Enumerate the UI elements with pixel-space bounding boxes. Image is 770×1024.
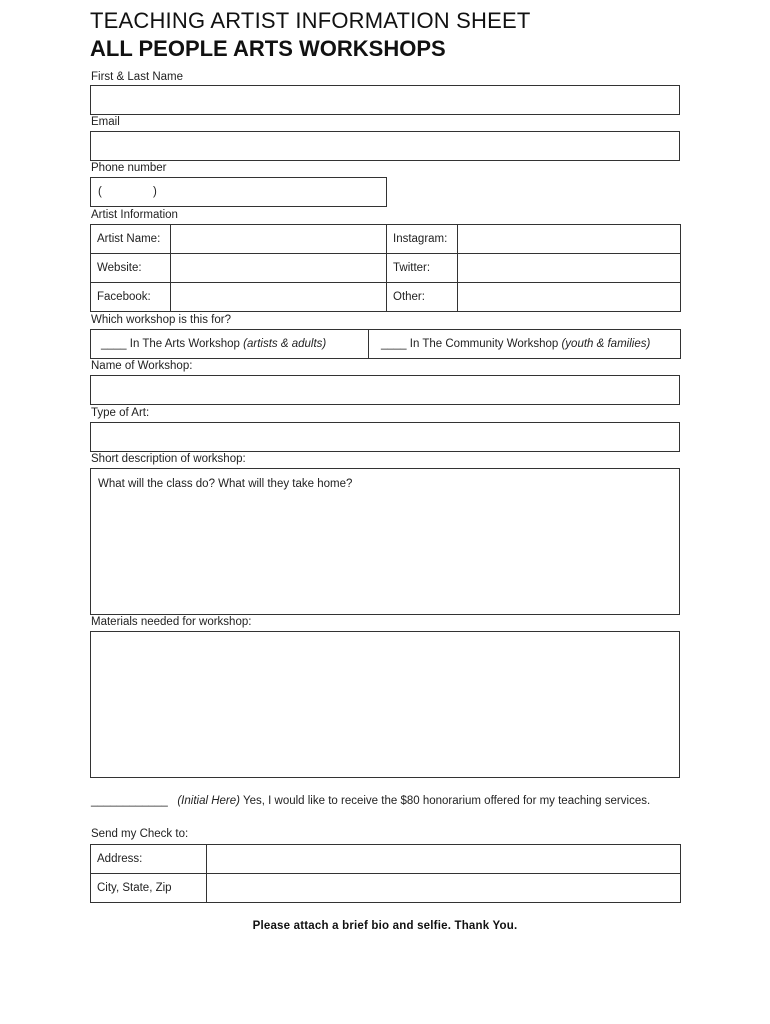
workshop-question: Which workshop is this for?: [91, 314, 231, 326]
email-label: Email: [91, 116, 120, 128]
instagram-label: Instagram:: [387, 225, 458, 254]
website-label: Website:: [91, 254, 171, 283]
footer-note: Please attach a brief bio and selfie. Thank You.: [252, 920, 518, 932]
facebook-label: Facebook:: [91, 283, 171, 312]
artist-name-label: Artist Name:: [91, 225, 171, 254]
materials-label: Materials needed for workshop:: [91, 616, 252, 628]
option-arts-text: ____ In The Arts Workshop: [101, 338, 244, 350]
option-community-note: (youth & families): [561, 338, 651, 350]
artist-name-field[interactable]: [171, 225, 387, 254]
phone-label: Phone number: [91, 162, 167, 174]
honorarium-line: [91, 795, 650, 807]
address-label: Address:: [91, 845, 207, 874]
website-field[interactable]: [171, 254, 387, 283]
mailing-address-table: [90, 844, 681, 903]
other-label: Other:: [387, 283, 458, 312]
phone-prefix: ( ): [98, 186, 157, 198]
phone-field[interactable]: [90, 177, 387, 207]
materials-field[interactable]: [90, 631, 680, 778]
workshop-options: [90, 329, 681, 359]
address-field[interactable]: [207, 845, 681, 874]
workshop-name-label: Name of Workshop:: [91, 360, 193, 372]
other-field[interactable]: [458, 283, 681, 312]
description-field[interactable]: [90, 468, 680, 615]
workshop-name-field[interactable]: [90, 375, 680, 405]
instagram-field[interactable]: [458, 225, 681, 254]
twitter-field[interactable]: [458, 254, 681, 283]
artist-info-label: Artist Information: [91, 209, 178, 221]
twitter-label: Twitter:: [387, 254, 458, 283]
artist-info-table: [90, 224, 681, 312]
page-title: TEACHING ARTIST INFORMATION SHEET: [90, 8, 531, 33]
initial-note: (Initial Here): [177, 795, 240, 807]
option-community-workshop[interactable]: [369, 330, 681, 359]
check-label: Send my Check to:: [91, 828, 189, 840]
city-state-zip-field[interactable]: [207, 874, 681, 903]
description-label: Short description of workshop:: [91, 453, 246, 465]
art-type-field[interactable]: [90, 422, 680, 452]
option-arts-note: (artists & adults): [243, 338, 327, 350]
art-type-label: Type of Art:: [91, 407, 150, 419]
name-field[interactable]: [90, 85, 680, 115]
initial-blank[interactable]: ____________: [91, 795, 168, 807]
email-field[interactable]: [90, 131, 680, 161]
option-arts-workshop[interactable]: [91, 330, 369, 359]
description-prompt: What will the class do? What will they take home?: [98, 478, 353, 490]
page-subtitle: ALL PEOPLE ARTS WORKSHOPS: [90, 36, 446, 61]
facebook-field[interactable]: [171, 283, 387, 312]
option-community-text: ____ In The Community Workshop: [381, 338, 562, 350]
city-state-zip-label: City, State, Zip: [91, 874, 207, 903]
honorarium-text: Yes, I would like to receive the $80 honorarium offered for my teaching services.: [239, 795, 651, 807]
name-label: First & Last Name: [91, 71, 184, 83]
